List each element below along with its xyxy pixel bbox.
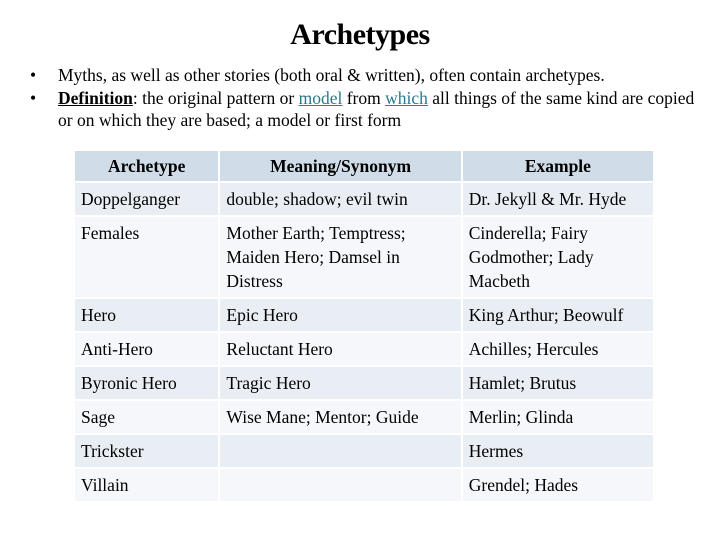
table-cell: Merlin; Glinda: [461, 401, 653, 433]
table-cell: [218, 435, 460, 467]
table-cell: Cinderella; Fairy Godmother; Lady Macbeth: [461, 217, 653, 297]
table-cell: Byronic Hero: [73, 367, 218, 399]
table-row: [73, 299, 653, 331]
table-cell: Anti-Hero: [73, 333, 218, 365]
table-cell: Mother Earth; Temptress; Maiden Hero; Damsel in Distress: [218, 217, 460, 297]
table-cell: Achilles; Hercules: [461, 333, 653, 365]
column-header-archetype: Archetype: [73, 151, 218, 181]
table-cell: Dr. Jekyll & Mr. Hyde: [461, 183, 653, 215]
archetypes-table: [73, 149, 653, 503]
table-cell: Hamlet; Brutus: [461, 367, 653, 399]
table-cell: Villain: [73, 469, 218, 501]
table-row: [73, 401, 653, 433]
definition-text: from: [342, 88, 386, 108]
table-row: [73, 367, 653, 399]
table-cell: Epic Hero: [218, 299, 460, 331]
table-row: [73, 469, 653, 501]
bullet-item-definition: [30, 87, 700, 131]
bullet-marker: •: [30, 65, 37, 85]
table-row: [73, 183, 653, 215]
table-cell: Wise Mane; Mentor; Guide: [218, 401, 460, 433]
model-link[interactable]: model: [298, 88, 343, 108]
table-header-row: [73, 151, 653, 181]
table-row: [73, 333, 653, 365]
table-cell: King Arthur; Beowulf: [461, 299, 653, 331]
column-header-example: Example: [461, 151, 653, 181]
table-cell: Grendel; Hades: [461, 469, 653, 501]
which-link[interactable]: which: [385, 88, 428, 108]
definition-text: all things of the same kind are copied or on which they are based; a model or first form: [58, 88, 695, 130]
definition-term: Definition: [58, 88, 133, 108]
table-cell: Trickster: [73, 435, 218, 467]
column-header-meaning: Meaning/Synonym: [218, 151, 460, 181]
table-cell: Hermes: [461, 435, 653, 467]
table-cell: Sage: [73, 401, 218, 433]
table-cell: Doppelganger: [73, 183, 218, 215]
bullet-marker: •: [30, 88, 37, 108]
table-row: [73, 435, 653, 467]
page-title: Archetypes: [290, 18, 430, 51]
bullet-item-myths: [30, 64, 700, 86]
table-cell: double; shadow; evil twin: [218, 183, 460, 215]
table-cell: Hero: [73, 299, 218, 331]
bullet-text: Myths, as well as other stories (both oral & written), often contain archetypes.: [58, 65, 605, 85]
bullet-list: [30, 64, 700, 132]
table-cell: Reluctant Hero: [218, 333, 460, 365]
table-cell: Tragic Hero: [218, 367, 460, 399]
table-row: [73, 217, 653, 297]
definition-text: : the original pattern or: [132, 88, 299, 108]
table-cell: [218, 469, 460, 501]
table-cell: Females: [73, 217, 218, 297]
